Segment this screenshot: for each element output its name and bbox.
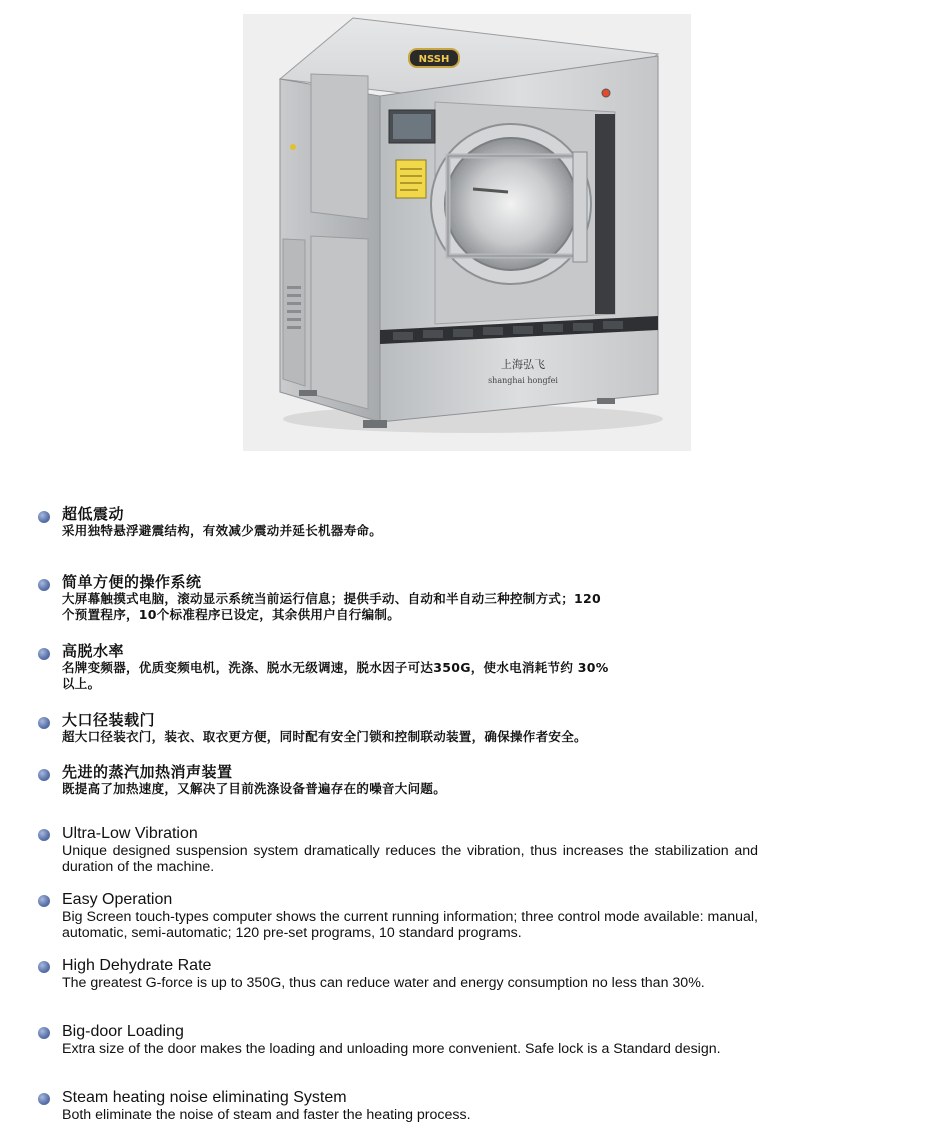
bullet-icon: [38, 961, 50, 973]
bullet-icon: [38, 1027, 50, 1039]
feature-title: Ultra-Low Vibration: [62, 825, 198, 842]
feature-desc-line-2: 个预置程序，10个标准程序已设定，其余供用户自行编制。: [62, 607, 400, 622]
feature-title: 超低震动: [62, 505, 125, 523]
feature-desc: Both eliminate the noise of steam and faster the heating process.: [62, 1107, 471, 1123]
feature-title: 先进的蒸汽加热消声装置: [62, 763, 233, 781]
bullet-icon: [38, 579, 50, 591]
washer-extractor-illustration: [243, 14, 691, 451]
bullet-icon: [38, 769, 50, 781]
bullet-icon: [38, 895, 50, 907]
feature-desc: Big Screen touch-types computer shows the current running information; three control mode available: manual, automatic, semi-automatic; 120 pre-set programs, 10 standard programs.: [62, 909, 758, 941]
product-image: [243, 14, 691, 451]
feature-title: Steam heating noise eliminating System: [62, 1089, 347, 1106]
feature-desc: Extra size of the door makes the loading and unloading more convenient. Safe lock is a Standard design.: [62, 1041, 721, 1057]
feature-desc-line-1: 名牌变频器，优质变频电机，洗涤、脱水无级调速，脱水因子可达350G，使水电消耗节约 30%: [62, 660, 609, 675]
feature-desc: 采用独特悬浮避震结构，有效减少震动并延长机器寿命。: [62, 523, 383, 538]
bullet-icon: [38, 717, 50, 729]
brand-cn-label: 上海弘飞: [501, 358, 545, 371]
feature-title: Big-door Loading: [62, 1023, 184, 1040]
bullet-icon: [38, 829, 50, 841]
feature-desc-line-1: 大屏幕触摸式电脑，滚动显示系统当前运行信息；提供手动、自动和半自动三种控制方式；120: [62, 591, 601, 606]
bullet-icon: [38, 648, 50, 660]
feature-desc: The greatest G-force is up to 350G, thus can reduce water and energy consumption no less than 30%.: [62, 975, 705, 991]
brand-en-label: shanghai hongfei: [488, 376, 558, 385]
bullet-icon: [38, 1093, 50, 1105]
feature-title: 大口径装载门: [62, 711, 156, 729]
bullet-icon: [38, 511, 50, 523]
feature-title: Easy Operation: [62, 891, 173, 908]
feature-title: High Dehydrate Rate: [62, 957, 212, 974]
brand-badge-label: NSSH: [418, 54, 450, 65]
feature-title: 简单方便的操作系统: [62, 573, 202, 591]
feature-desc: 既提高了加热速度，又解决了目前洗涤设备普遍存在的噪音大问题。: [62, 781, 447, 796]
feature-desc-line-2: 以上。: [62, 676, 101, 691]
feature-title: 高脱水率: [62, 642, 125, 660]
feature-desc: Unique designed suspension system dramatically reduces the vibration, thus increases the stabilization and duration of the machine.: [62, 843, 758, 875]
feature-desc: 超大口径装衣门，装衣、取衣更方便，同时配有安全门锁和控制联动装置，确保操作者安全。: [62, 729, 587, 744]
